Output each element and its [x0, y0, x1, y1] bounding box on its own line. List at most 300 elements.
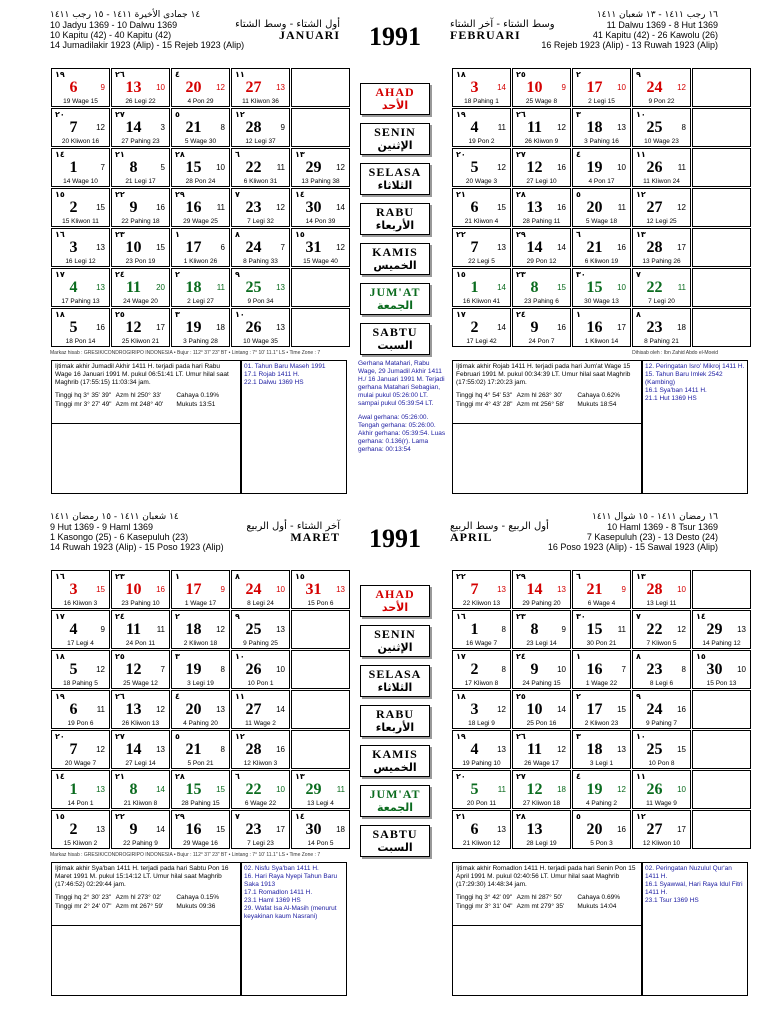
pasaran-label: 4 Pon 29 — [187, 98, 214, 105]
date-cell — [692, 770, 751, 809]
pasaran-label: 2 Kliwon 18 — [183, 640, 218, 647]
gregorian-date: 14 — [125, 741, 142, 758]
date-cell — [51, 68, 110, 107]
gregorian-date: 15 — [185, 781, 202, 798]
date-cell — [572, 308, 631, 347]
pasaran-label: 11 Wage 9 — [646, 800, 677, 807]
pasaran-label: 27 Legi 14 — [125, 760, 156, 767]
pasaran-label: 1 Kliwon 14 — [584, 338, 619, 345]
pasaran-label: 22 Pahing 9 — [123, 840, 158, 847]
hijri-date: ٨ — [235, 230, 240, 239]
date-cell — [512, 610, 571, 649]
julian-date: 12 — [336, 163, 345, 172]
julian-date: 11 — [216, 283, 225, 292]
weekday-label: RABU الأربعاء — [355, 200, 435, 239]
gregorian-date: 9 — [530, 319, 539, 336]
date-cell — [512, 650, 571, 689]
pasaran-label: 28 Pahing 15 — [181, 800, 220, 807]
pasaran-label: 17 Kliwon 8 — [464, 680, 499, 687]
julian-date: 13 — [497, 745, 506, 754]
pasaran-label: 15 Pon 13 — [706, 680, 737, 687]
pasaran-label: 11 Wage 2 — [245, 720, 276, 727]
gregorian-date: 27 — [245, 701, 262, 718]
gregorian-date: 14 — [125, 119, 142, 136]
gregorian-date: 21 — [185, 741, 202, 758]
date-cell — [111, 810, 170, 849]
julian-date: 16 — [617, 825, 626, 834]
pasaran-label: 28 Legi 19 — [526, 840, 557, 847]
julian-date: 10 — [216, 163, 225, 172]
hijri-date: ٢٤ — [115, 270, 125, 279]
date-cell — [291, 730, 350, 769]
hijri-date: ١٥ — [55, 190, 65, 199]
javanese-range: 14 Jumadilakir 1923 (Alip) - 15 Rejeb 1923 (Alip) — [50, 40, 245, 50]
julian-date: 13 — [276, 323, 285, 332]
date-cell — [171, 68, 230, 107]
julian-date: 6 — [220, 243, 225, 252]
hijri-date: ١٧ — [456, 310, 466, 319]
hijri-date: ٦ — [235, 772, 240, 781]
month-header-april — [450, 512, 718, 562]
hijri-date: ٢٧ — [516, 772, 526, 781]
hijri-date: ٢٩ — [175, 190, 185, 199]
hijri-date: ١٠ — [636, 110, 646, 119]
hijri-date: ١٣ — [295, 150, 305, 159]
date-cell — [291, 268, 350, 307]
hijri-date: ١٢ — [636, 190, 646, 199]
events-february: 12. Peringatan Isro' Mikroj 1411 H. 15. Tahun Baru Imlek 2542 (Kambing) 16.1 Sya'ban 1411 H. 21.1 Hut 1369 HS — [642, 360, 748, 494]
julian-date: 10 — [617, 283, 626, 292]
julian-date: 12 — [156, 705, 165, 714]
events-march: 02. Nisfu Sya'ban 1411 H. 16. Hari Raya Nyepi Tahun Baru Saka 1913 17.1 Romadlon 1411 H. 23.1 Haml 1369 HS 29. Wafat Isa Al-Masih (menurut keyakinan kaum Nasrani) — [241, 862, 347, 996]
hijri-date: ٥ — [175, 732, 180, 741]
date-cell — [512, 228, 571, 267]
julian-date: 9 — [100, 625, 105, 634]
hijri-date: ١ — [576, 652, 581, 661]
gregorian-date: 29 — [305, 159, 322, 176]
julian-date: 16 — [156, 585, 165, 594]
hijri-date: ٩ — [636, 70, 641, 79]
gregorian-date: 14 — [526, 239, 543, 256]
hijri-date: ١١ — [636, 150, 646, 159]
pasaran-label: 15 Wage 40 — [303, 258, 338, 265]
astronomy-info-march — [51, 862, 241, 996]
pasaran-label: 13 Pahing 26 — [642, 258, 681, 265]
pasaran-label: 2 Legi 27 — [187, 298, 214, 305]
divider — [52, 423, 240, 424]
gregorian-date: 22 — [245, 781, 262, 798]
hijri-range: ١٤ جمادى الأخيرة ١٤١١ - ١٥ رجب ١٤١١ — [50, 10, 201, 20]
date-cell — [632, 68, 691, 107]
julian-date: 12 — [276, 203, 285, 212]
hijri-range: ١٦ رمضان ١٤١١ - ١٥ شوال ١٤١١ — [591, 512, 718, 522]
hijri-date: ١٨ — [55, 310, 65, 319]
hijri-date: ٢٩ — [175, 812, 185, 821]
pasaran-label: 7 Legi 23 — [247, 840, 274, 847]
gregorian-date: 20 — [185, 701, 202, 718]
pasaran-label: 22 Pahing 18 — [121, 218, 160, 225]
gregorian-date: 2 — [470, 661, 479, 678]
gregorian-date: 20 — [586, 821, 603, 838]
pasaran-label: 30 Pon 21 — [586, 640, 617, 647]
date-cell — [51, 108, 110, 147]
hijri-date: ٢٣ — [115, 230, 125, 239]
pasaran-label: 4 Pon 17 — [588, 178, 615, 185]
gregorian-date: 11 — [526, 119, 543, 136]
gregorian-date: 18 — [586, 119, 603, 136]
gregorian-date: 5 — [69, 661, 78, 678]
julian-date: 15 — [557, 283, 566, 292]
pasaran-label: 13 Legi 4 — [307, 800, 334, 807]
julian-date: 10 — [276, 585, 285, 594]
gregorian-date: 17 — [586, 79, 603, 96]
gregorian-date: 10 — [526, 79, 543, 96]
weekday-label: SELASA الثلاثاء — [355, 160, 435, 199]
pasaran-label: 3 Legi 1 — [589, 760, 614, 767]
date-cell — [632, 610, 691, 649]
gregorian-date: 28 — [245, 741, 262, 758]
weekday-label: KAMIS الخميس — [355, 240, 435, 279]
gregorian-date: 26 — [245, 661, 262, 678]
date-cell — [512, 570, 571, 609]
julian-date: 12 — [677, 625, 686, 634]
gregorian-date: 3 — [470, 79, 479, 96]
month-grid-april — [452, 570, 751, 849]
pranata-range: 10 Kapitu (42) - 40 Kapitu (42) — [50, 30, 172, 40]
gregorian-date: 8 — [129, 159, 138, 176]
gregorian-date: 18 — [586, 741, 603, 758]
weekday-label: SENIN الإثنين — [355, 120, 435, 159]
date-cell — [291, 308, 350, 347]
weekday-label: RABU الأربعاء — [355, 702, 435, 741]
julian-date: 8 — [681, 123, 686, 132]
julian-date: 17 — [156, 323, 165, 332]
julian-date: 11 — [497, 123, 506, 132]
pasaran-label: 20 Pon 11 — [466, 800, 497, 807]
pasaran-label: 28 Pahing 11 — [522, 218, 561, 225]
pasaran-label: 29 Wage 16 — [183, 840, 218, 847]
date-cell — [51, 268, 110, 307]
julian-date: 11 — [336, 785, 345, 794]
gregorian-date: 2 — [69, 821, 78, 838]
date-cell — [111, 108, 170, 147]
gregorian-date: 13 — [125, 79, 142, 96]
date-cell — [171, 308, 230, 347]
pasaran-label: 18 Legi 9 — [468, 720, 495, 727]
pasaran-label: 14 Wage 10 — [63, 178, 98, 185]
pasaran-label: 23 Pon 19 — [125, 258, 156, 265]
gregorian-date: 6 — [470, 821, 479, 838]
julian-date: 15 — [677, 745, 686, 754]
hijri-date: ٢٥ — [115, 310, 125, 319]
gregorian-date: 26 — [646, 781, 663, 798]
pasaran-label: 9 Pon 22 — [648, 98, 675, 105]
julian-date: 13 — [617, 123, 626, 132]
weekday-label: AHAD الأحد — [355, 80, 435, 119]
julian-date: 13 — [96, 243, 105, 252]
hijri-date: ٢٢ — [456, 230, 466, 239]
gregorian-date: 19 — [185, 661, 202, 678]
pasaran-label: 26 Wage 17 — [524, 760, 559, 767]
pasaran-label: 17 Legi 42 — [466, 338, 497, 345]
hijri-date: ٧ — [636, 612, 641, 621]
date-cell — [452, 610, 511, 649]
date-cell — [231, 108, 290, 147]
date-cell — [171, 730, 230, 769]
date-cell — [231, 610, 290, 649]
gregorian-date: 28 — [646, 239, 663, 256]
gregorian-date: 11 — [125, 279, 142, 296]
hijri-date: ١٩ — [55, 692, 65, 701]
date-cell — [231, 690, 290, 729]
julian-date: 13 — [156, 745, 165, 754]
pasaran-label: 24 Pon 7 — [528, 338, 555, 345]
julian-date: 17 — [276, 825, 285, 834]
date-cell — [512, 148, 571, 187]
date-cell — [111, 308, 170, 347]
hijri-date: ٢٨ — [516, 190, 526, 199]
date-cell — [171, 810, 230, 849]
solar-range: 10 Jadyu 1369 - 10 Dalwu 1369 — [50, 20, 178, 30]
season-range: أول الربيع - وسط الربيع — [450, 521, 549, 532]
hijri-date: ١ — [175, 572, 180, 581]
footer-line: Markaz hisab : GRESIK/CONDROGIRIPO INDONESIA • Bujur : 112° 37' 23" BT • Lintang : 7° 10' 11.1" LS • Time Zone : 7 Dihisab oleh : Ibn Zahid Abdo el-Moeid — [50, 350, 718, 356]
pasaran-label: 29 Wage 25 — [183, 218, 218, 225]
pasaran-label: 8 Legi 24 — [247, 600, 274, 607]
julian-date: 8 — [220, 665, 225, 674]
date-cell — [231, 730, 290, 769]
julian-date: 10 — [276, 665, 285, 674]
date-cell — [452, 228, 511, 267]
hijri-date: ١٧ — [456, 652, 466, 661]
julian-date: 11 — [677, 163, 686, 172]
hijri-date: ١٩ — [55, 70, 65, 79]
date-cell — [632, 188, 691, 227]
pasaran-label: 16 Kliwon 41 — [462, 298, 501, 305]
date-cell — [452, 188, 511, 227]
pasaran-label: 20 Wage 3 — [465, 178, 498, 185]
hijri-date: ١٥ — [696, 652, 706, 661]
pasaran-label: 9 Pon 34 — [247, 298, 274, 305]
divider — [453, 423, 641, 424]
julian-date: 16 — [96, 323, 105, 332]
hijri-date: ١٠ — [235, 652, 245, 661]
julian-date: 18 — [677, 323, 686, 332]
julian-date: 10 — [737, 665, 746, 674]
astro-data: Tinggi hq 3° 42' 09" Azm hl 287° 50' Cahaya 0.69% Tinggi mr 3° 31' 04" Azm mt 279° 35' Mukuts 14:04 — [456, 894, 620, 910]
pasaran-label: 15 Pon 6 — [307, 600, 334, 607]
gregorian-date: 1 — [69, 159, 78, 176]
date-cell — [512, 268, 571, 307]
pasaran-label: 11 Kliwon 36 — [242, 98, 279, 105]
date-cell — [632, 810, 691, 849]
date-cell — [512, 730, 571, 769]
date-cell — [692, 610, 751, 649]
month-name: MARET — [290, 530, 340, 544]
date-cell — [452, 570, 511, 609]
date-cell — [51, 690, 110, 729]
julian-date: 15 — [96, 585, 105, 594]
date-cell — [231, 570, 290, 609]
gregorian-date: 25 — [245, 279, 262, 296]
pasaran-label: 6 Kliwon 31 — [243, 178, 278, 185]
date-cell — [632, 228, 691, 267]
hijri-date: ٧ — [636, 270, 641, 279]
pasaran-label: 29 Pahing 20 — [522, 600, 561, 607]
hijri-date: ١٦ — [456, 612, 466, 621]
julian-date: 13 — [617, 745, 626, 754]
hijri-date: ١٨ — [456, 70, 466, 79]
gregorian-date: 15 — [185, 159, 202, 176]
season-range: أول الشتاء - وسط الشتاء — [235, 19, 340, 30]
hijri-date: ٢٨ — [516, 812, 526, 821]
date-cell — [572, 690, 631, 729]
hijri-date: ١٣ — [636, 230, 646, 239]
gregorian-date: 5 — [470, 781, 479, 798]
gregorian-date: 29 — [305, 781, 322, 798]
pasaran-label: 4 Pahing 2 — [585, 800, 618, 807]
hijri-date: ٣ — [576, 732, 581, 741]
julian-date: 13 — [276, 625, 285, 634]
footer-line: Markaz hisab : GRESIK/CONDROGIRIPO INDONESIA • Bujur : 112° 37' 23" BT • Lintang : 7° 10' 11.1" LS • Time Zone : 7 — [50, 852, 321, 858]
pasaran-label: 9 Pahing 7 — [645, 720, 678, 727]
pasaran-label: 4 Pahing 20 — [183, 720, 218, 727]
hijri-date: ١٣ — [295, 772, 305, 781]
julian-date: 12 — [497, 163, 506, 172]
gregorian-date: 4 — [69, 621, 78, 638]
hijri-date: ٣ — [576, 110, 581, 119]
gregorian-date: 8 — [530, 279, 539, 296]
hijri-date: ٢ — [576, 70, 581, 79]
date-cell — [572, 810, 631, 849]
julian-date: 13 — [497, 243, 506, 252]
julian-date: 18 — [216, 323, 225, 332]
hijri-date: ٣٠ — [576, 612, 586, 621]
solar-range: 10 Haml 1369 - 8 Tsur 1369 — [607, 522, 718, 532]
pasaran-label: 12 Legi 37 — [245, 138, 276, 145]
julian-date: 17 — [617, 323, 626, 332]
julian-date: 8 — [681, 665, 686, 674]
gregorian-date: 3 — [69, 581, 78, 598]
gregorian-date: 12 — [125, 661, 142, 678]
pasaran-label: 10 Pon 1 — [247, 680, 274, 687]
pasaran-label: 27 Kliwon 18 — [522, 800, 561, 807]
date-cell — [632, 308, 691, 347]
gregorian-date: 9 — [129, 821, 138, 838]
hijri-date: ١٦ — [55, 572, 65, 581]
hijri-date: ٢ — [175, 612, 180, 621]
date-cell — [692, 188, 751, 227]
pasaran-label: 8 Pahing 33 — [243, 258, 278, 265]
pasaran-label: 2 Legi 15 — [588, 98, 615, 105]
gregorian-date: 26 — [646, 159, 663, 176]
gregorian-date: 7 — [470, 581, 479, 598]
hijri-date: ٢٠ — [456, 150, 466, 159]
date-cell — [572, 570, 631, 609]
pasaran-label: 9 Pahing 25 — [243, 640, 278, 647]
date-cell — [231, 650, 290, 689]
hijri-date: ١ — [576, 310, 581, 319]
gregorian-date: 16 — [586, 661, 603, 678]
astronomy-info-april — [452, 862, 642, 996]
ijtimak-text: Ijtimak akhir Rojab 1411 H. terjadi pada hari Jum'at Wage 15 Februari 1991 M. pukul 00:34:39 LT. Umur hilal saat Maghrib (17:55:02) 17:20:23 jam. — [456, 363, 631, 386]
hijri-date: ٢٢ — [115, 190, 125, 199]
date-cell — [291, 610, 350, 649]
julian-date: 10 — [276, 785, 285, 794]
hijri-date: ١٥ — [456, 270, 466, 279]
gregorian-date: 25 — [646, 741, 663, 758]
julian-date: 9 — [621, 585, 626, 594]
pasaran-label: 19 Wage 15 — [63, 98, 98, 105]
gregorian-date: 30 — [305, 199, 322, 216]
hijri-date: ٩ — [235, 270, 240, 279]
gregorian-date: 31 — [305, 239, 322, 256]
julian-date: 14 — [276, 705, 285, 714]
gregorian-date: 7 — [470, 239, 479, 256]
gregorian-date: 4 — [69, 279, 78, 296]
weekday-label: KAMIS الخميس — [355, 742, 435, 781]
pasaran-label: 5 Pon 21 — [187, 760, 214, 767]
hijri-date: ٢٦ — [115, 692, 125, 701]
date-cell — [231, 148, 290, 187]
astronomy-info-february — [452, 360, 642, 494]
gregorian-date: 1 — [470, 279, 479, 296]
date-cell — [512, 308, 571, 347]
gregorian-date: 23 — [245, 199, 262, 216]
date-cell — [111, 650, 170, 689]
hijri-date: ٥ — [576, 812, 581, 821]
julian-date: 12 — [557, 745, 566, 754]
hijri-date: ٢٩ — [516, 230, 526, 239]
date-cell — [291, 810, 350, 849]
hijri-date: ٦ — [576, 230, 581, 239]
gregorian-date: 22 — [245, 159, 262, 176]
hijri-date: ٨ — [235, 572, 240, 581]
gregorian-date: 24 — [646, 701, 663, 718]
pasaran-label: 21 Kliwon 4 — [464, 218, 499, 225]
date-cell — [512, 188, 571, 227]
julian-date: 3 — [160, 123, 165, 132]
julian-date: 12 — [677, 203, 686, 212]
month-name: JANUARI — [279, 28, 340, 42]
pasaran-label: 14 Pahing 12 — [702, 640, 741, 647]
hijri-date: ٢٥ — [516, 70, 526, 79]
julian-date: 12 — [557, 123, 566, 132]
gregorian-date: 30 — [706, 661, 723, 678]
gregorian-date: 29 — [706, 621, 723, 638]
hijri-date: ٥ — [175, 110, 180, 119]
hijri-date: ٣ — [175, 652, 180, 661]
date-cell — [512, 68, 571, 107]
pasaran-label: 28 Pon 24 — [185, 178, 216, 185]
gregorian-date: 17 — [185, 239, 202, 256]
hijri-date: ٢٨ — [175, 772, 185, 781]
month-grid-january — [51, 68, 350, 347]
pranata-range: 1 Kasongo (25) - 6 Kasepuluh (23) — [50, 532, 189, 542]
julian-date: 13 — [557, 585, 566, 594]
date-cell — [51, 610, 110, 649]
month-grid-march — [51, 570, 350, 849]
pasaran-label: 14 Pon 5 — [307, 840, 334, 847]
weekday-label: SENIN الإثنين — [355, 622, 435, 661]
pasaran-label: 10 Wage 23 — [644, 138, 679, 145]
javanese-range: 16 Poso 1923 (Alip) - 15 Sawal 1923 (Alip) — [547, 542, 718, 552]
julian-date: 16 — [677, 705, 686, 714]
julian-date: 13 — [737, 625, 746, 634]
gregorian-date: 24 — [245, 581, 262, 598]
hijri-date: ٢٠ — [55, 732, 65, 741]
julian-date: 16 — [557, 323, 566, 332]
